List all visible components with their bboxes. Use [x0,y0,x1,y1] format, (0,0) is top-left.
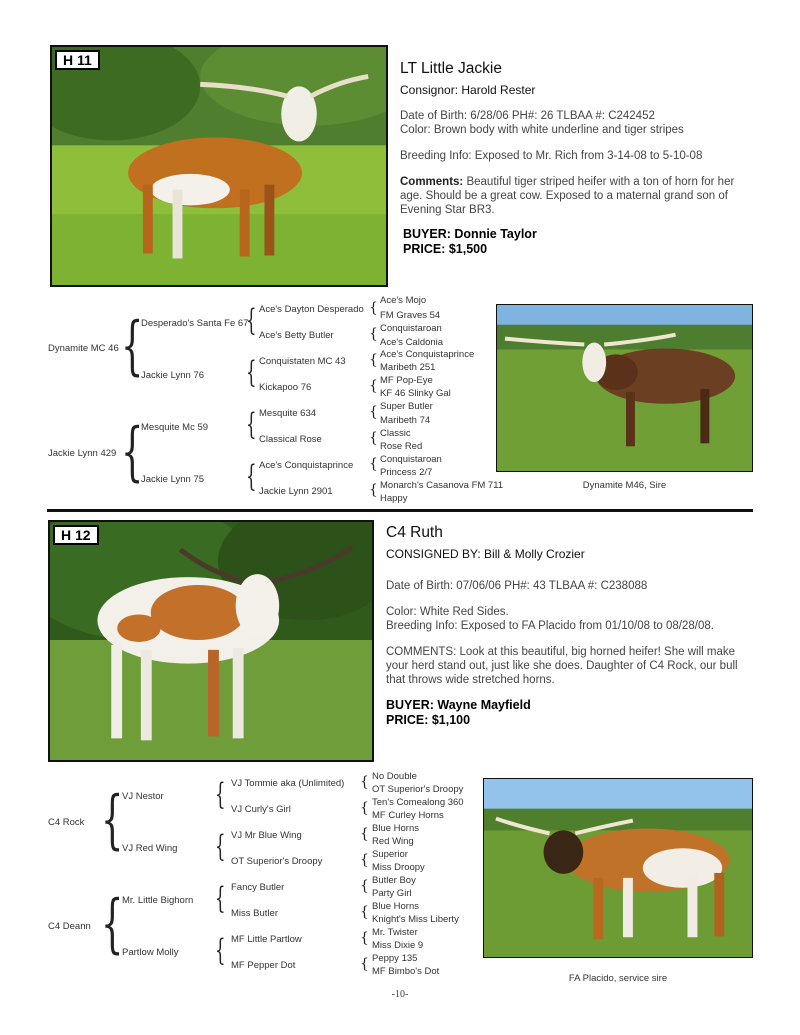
pedigree-g2: Jackie Lynn 75 [141,474,205,485]
page-number: -10- [391,989,409,1000]
pedigree-g4: Ten's Comealong 360 [372,797,464,808]
brace: { [101,887,124,961]
pedigree-g2: VJ Nestor [122,791,164,802]
pedigree-g3: Classical Rose [259,434,322,445]
pedigree-g4: Butler Boy [372,875,416,886]
pedigree-g4: FM Graves 54 [380,310,441,321]
pedigree-g4: Monarch's Casanova FM 711 [380,480,504,491]
dob-line: Date of Birth: 07/06/06 PH#: 43 TLBAA #: C238088 [386,580,648,592]
brace: { [360,826,369,842]
pedigree-g1: C4 Deann [48,921,91,932]
pedigree-g4: Blue Horns [372,823,419,834]
dob-line: Date of Birth: 6/28/06 PH#: 26 TLBAA #: C242452 [400,110,655,122]
pedigree-g3: Miss Butler [231,908,278,919]
pedigree-g4: Party Girl [372,888,412,899]
pedigree-g4: Superior [372,849,408,860]
animal-name: C4 Ruth [386,524,443,541]
pedigree-g4: Ace's Conquistaprince [380,349,475,360]
brace: { [369,404,378,420]
pedigree-g2: Partlow Molly [122,947,179,958]
pedigree-g4: Miss Dixie 9 [372,940,424,951]
pedigree-g2: Jackie Lynn 76 [141,370,205,381]
brace: { [369,352,378,368]
pedigree-h11 [0,0,504,510]
pedigree-g3: MF Little Partlow [231,934,302,945]
pedigree-h12 [0,512,500,1035]
pedigree-g3: Fancy Butler [231,882,285,893]
pedigree-g4: Red Wing [372,836,414,847]
pedigree-g3: Conquistaten MC 43 [259,356,346,367]
pedigree-g4: Happy [380,493,408,504]
pedigree-g2: Mesquite Mc 59 [141,422,209,433]
animal-name: LT Little Jackie [400,60,502,77]
price-line: PRICE: $1,100 [386,713,471,727]
pedigree-g4: Classic [380,428,411,439]
price-line: PRICE: $1,500 [403,242,488,256]
pedigree-g4: Ace's Caldonia [380,337,444,348]
lot-h12 [0,512,800,1035]
color-line: Color: Brown body with white underline and tiger stripes [400,124,684,136]
lot-number-tag: H 12 [53,525,99,545]
comments-text: Beautiful tiger striped heifer with a ton of horn for her age. Should be a great cow. Exposed to a maternal grand son of Evening Star BR3. [400,176,735,216]
brace: { [246,459,257,494]
brace: { [360,774,369,790]
brace: { [369,456,378,472]
brace: { [369,326,378,342]
brace: { [360,800,369,816]
consignor-line: CONSIGNED BY: Bill & Molly Crozier [386,547,585,561]
pedigree-g3: Mesquite 634 [259,408,317,419]
sire-photo-h12 [483,778,753,958]
buyer-line: BUYER: Wayne Mayfield [386,698,531,712]
brace: { [121,415,144,489]
brace: { [215,881,226,916]
brace: { [369,482,378,498]
color-line: Color: White Red Sides. [386,606,509,618]
breeding-line: Breeding Info: Exposed to FA Placido from 01/10/08 to 08/28/08. [386,620,714,632]
pedigree-g4: Princess 2/7 [380,467,433,478]
breeding-line: Breeding Info: Exposed to Mr. Rich from 3-14-08 to 5-10-08 [400,150,703,162]
comments-text: COMMENTS: Look at this beautiful, big horned heifer! She will make your herd stand out, just like she does. Daughter of C4 Rock, our bull that throws wide stretched horns. [386,646,738,686]
pedigree-g4: MF Bimbo's Dot [372,966,440,977]
lot-h11 [0,0,800,512]
pedigree-g3: VJ Mr Blue Wing [231,830,302,841]
pedigree-g4: Miss Droopy [372,862,425,873]
pedigree-g4: Knight's Miss Liberty [372,914,459,925]
pedigree-g4: Peppy 135 [372,953,418,964]
brace: { [369,300,378,316]
pedigree-g3: Ace's Conquistaprince [259,460,354,471]
brace: { [246,407,257,442]
pedigree-g4: Ace's Mojo [380,295,427,306]
brace: { [215,933,226,968]
sire-caption-h11: Dynamite M46, Sire [582,480,667,491]
brace: { [360,904,369,920]
comments-label: Comments: [400,176,464,188]
pedigree-g4: Maribeth 251 [380,362,436,373]
pedigree-g1: C4 Rock [48,817,85,828]
brace: { [360,852,369,868]
brace: { [246,355,257,390]
brace: { [369,378,378,394]
sire-image-h12 [484,779,752,957]
pedigree-g4: Conquistaroan [380,454,442,465]
brace: { [246,303,257,338]
brace: { [360,930,369,946]
pedigree-g4: OT Superior's Droopy [372,784,464,795]
sire-image-h11 [497,305,752,471]
pedigree-g4: MF Curley Horns [372,810,444,821]
pedigree-g3: Ace's Dayton Desperado [259,304,364,315]
pedigree-g4: No Double [372,771,417,782]
pedigree-g4: Maribeth 74 [380,415,431,426]
pedigree-g3: VJ Curly's Girl [231,804,291,815]
pedigree-g4: Conquistaroan [380,323,442,334]
pedigree-g3: Kickapoo 76 [259,382,312,393]
pedigree-g3: Ace's Betty Butler [259,330,334,341]
pedigree-g4: Rose Red [380,441,423,452]
brace: { [369,430,378,446]
brace: { [101,783,124,857]
sire-photo-h11 [496,304,753,472]
pedigree-g3: Jackie Lynn 2901 [259,486,333,497]
brace: { [360,956,369,972]
pedigree-g3: OT Superior's Droopy [231,856,323,867]
pedigree-g4: KF 46 Slinky Gal [380,388,451,399]
pedigree-g3: MF Pepper Dot [231,960,296,971]
brace: { [360,878,369,894]
lot-number-tag: H 11 [55,50,100,70]
buyer-line: BUYER: Donnie Taylor [403,227,537,241]
pedigree-g4: MF Pop-Eye [380,375,433,386]
pedigree-g4: Super Butler [380,401,433,412]
pedigree-g1: Dynamite MC 46 [48,343,119,354]
sire-caption-h12: FA Placido, service sire [568,973,668,984]
consignor-line: Consignor: Harold Rester [400,83,536,97]
pedigree-g1: Jackie Lynn 429 [48,448,117,459]
pedigree-g3: VJ Tommie aka (Unlimited) [231,778,345,789]
pedigree-g2: Mr. Little Bighorn [122,895,194,906]
brace: { [215,829,226,864]
brace: { [121,309,144,383]
pedigree-g4: Mr. Twister [372,927,418,938]
pedigree-g2: VJ Red Wing [122,843,178,854]
pedigree-g4: Blue Horns [372,901,419,912]
pedigree-g2: Desperado's Santa Fe 67 [141,318,249,329]
brace: { [215,777,226,812]
